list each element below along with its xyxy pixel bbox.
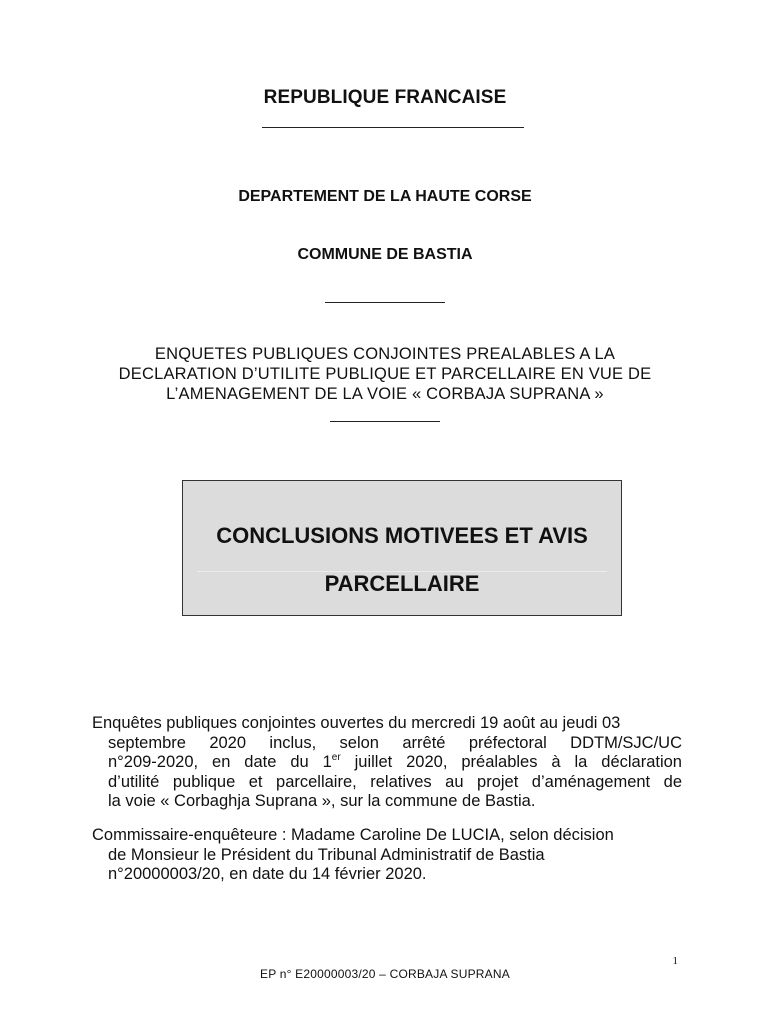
paragraph-line [92,753,682,773]
paragraph-line: Commissaire-enquêteure : Madame Caroline De LUCIA, selon décision [92,826,614,844]
country-heading: REPUBLIQUE FRANCAISE [263,87,507,108]
subject-line: L’AMENAGEMENT DE LA VOIE « CORBAJA SUPRANA » [166,385,604,403]
title-box-line: PARCELLAIRE [324,571,480,596]
commune-heading: COMMUNE DE BASTIA [297,246,473,263]
separator-line [330,421,440,422]
paragraph-line: la voie « Corbaghja Suprana », sur la commune de Bastia. [108,792,536,810]
commissioner-paragraph [92,826,682,885]
paragraph-line: Enquêtes publiques conjointes ouvertes du mercredi 19 août au jeudi 03 [92,714,621,732]
subject-line: ENQUETES PUBLIQUES CONJOINTES PREALABLES A LA [154,345,616,363]
department-heading: DEPARTEMENT DE LA HAUTE CORSE [238,188,532,205]
separator-line [262,127,524,128]
inquiry-paragraph [92,714,682,812]
paragraph-text: n°209-2020, en date du 1 [108,753,332,771]
separator-line [325,302,445,303]
paragraph-line: n°20000003/20, en date du 14 février 2020. [108,865,427,883]
title-box-line: CONCLUSIONS MOTIVEES ET AVIS [216,523,588,548]
paragraph-line: septembre 2020 inclus, selon arrêté préfectoral DDTM/SJC/UC [108,733,682,752]
subject-heading [60,344,710,404]
superscript: er [331,751,341,763]
title-box [182,480,622,616]
subject-line: DECLARATION D’UTILITE PUBLIQUE ET PARCELLAIRE EN VUE DE [118,365,652,383]
paragraph-line: de Monsieur le Président du Tribunal Administratif de Bastia [108,845,545,864]
paragraph-text: juillet 2020, préalables à la déclaration [340,753,682,771]
page-footer: EP n° E20000003/20 – CORBAJA SUPRANA [260,967,510,981]
paragraph-line: d’utilité publique et parcellaire, relatives au projet d’aménagement de [108,772,682,791]
page-number: 1 [672,955,678,967]
